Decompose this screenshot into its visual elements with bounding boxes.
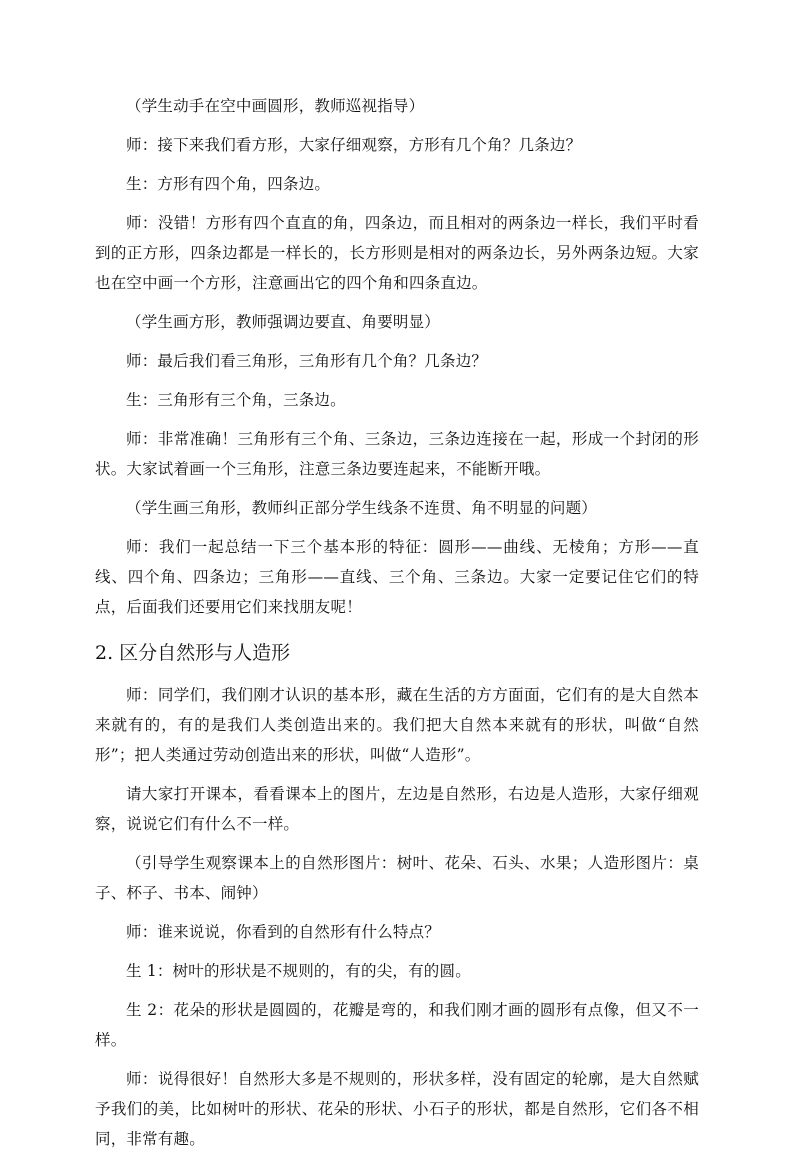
paragraph: 师：没错！方形有四个直直的角，四条边，而且相对的两条边一样长，我们平时看到的正方形，四条边都是一样长的，长方形则是相对的两条边长，另外两条边短。大家也在空中画一个方形，注意画出它的四个角和四条直边。 [95, 214, 699, 292]
paragraph: （学生动手在空中画圆形，教师巡视指导） [126, 97, 425, 115]
paragraph: 师：我们一起总结一下三个基本形的特征：圆形——曲线、无棱角；方形——直线、四个角、四条边；三角形——直线、三个角、三条边。大家一定要记住它们的特点，后面我们还要用它们来找朋友呢！ [95, 538, 699, 616]
paragraph: （引导学生观察课本上的自然形图片：树叶、花朵、石头、水果；人造形图片：桌子、杯子、书本、闹钟） [95, 854, 699, 902]
paragraph: 生：方形有四个角，四条边。 [126, 175, 331, 193]
paragraph: 师：最后我们看三角形，三角形有几个角？几条边？ [126, 352, 488, 370]
paragraph: （学生画方形，教师强调边要直、角要明显） [126, 313, 441, 331]
paragraph: 师：说得很好！自然形大多是不规则的，形状多样，没有固定的轮廓，是大自然赋予我们的美，比如树叶的形状、花朵的形状、小石子的形状，都是自然形，它们各不相同，非常有趣。 [95, 1070, 699, 1148]
paragraph: 生 1：树叶的形状是不规则的，有的尖，有的圆。 [126, 962, 471, 980]
paragraph: 请大家打开课本，看看课本上的图片，左边是自然形，右边是人造形，大家仔细观察，说说它们有什么不一样。 [95, 785, 699, 833]
paragraph: 生 2：花朵的形状是圆圆的，花瓣是弯的，和我们刚才画的圆形有点像，但又不一样。 [95, 1001, 699, 1049]
paragraph: 师：非常准确！三角形有三个角、三条边，三条边连接在一起，形成一个封闭的形状。大家试着画一个三角形，注意三条边要连起来，不能断开哦。 [95, 430, 699, 478]
paragraph: （学生画三角形，教师纠正部分学生线条不连贯、角不明显的问题） [126, 499, 598, 517]
document-body [95, 91, 699, 1163]
paragraph: 生：三角形有三个角，三条边。 [126, 391, 346, 409]
paragraph: 师：同学们，我们刚才认识的基本形，藏在生活的方方面面，它们有的是大自然本来就有的，有的是我们人类创造出来的。我们把大自然本来就有的形状，叫做“自然形”；把人类通过劳动创造出来的形状，叫做“人造形”。 [95, 686, 699, 764]
paragraph: 师：接下来我们看方形，大家仔细观察，方形有几个角？几条边？ [126, 136, 582, 154]
paragraph: 师：谁来说说，你看到的自然形有什么特点？ [126, 923, 441, 941]
section-heading: 2. 区分自然形与人造形 [95, 642, 291, 664]
